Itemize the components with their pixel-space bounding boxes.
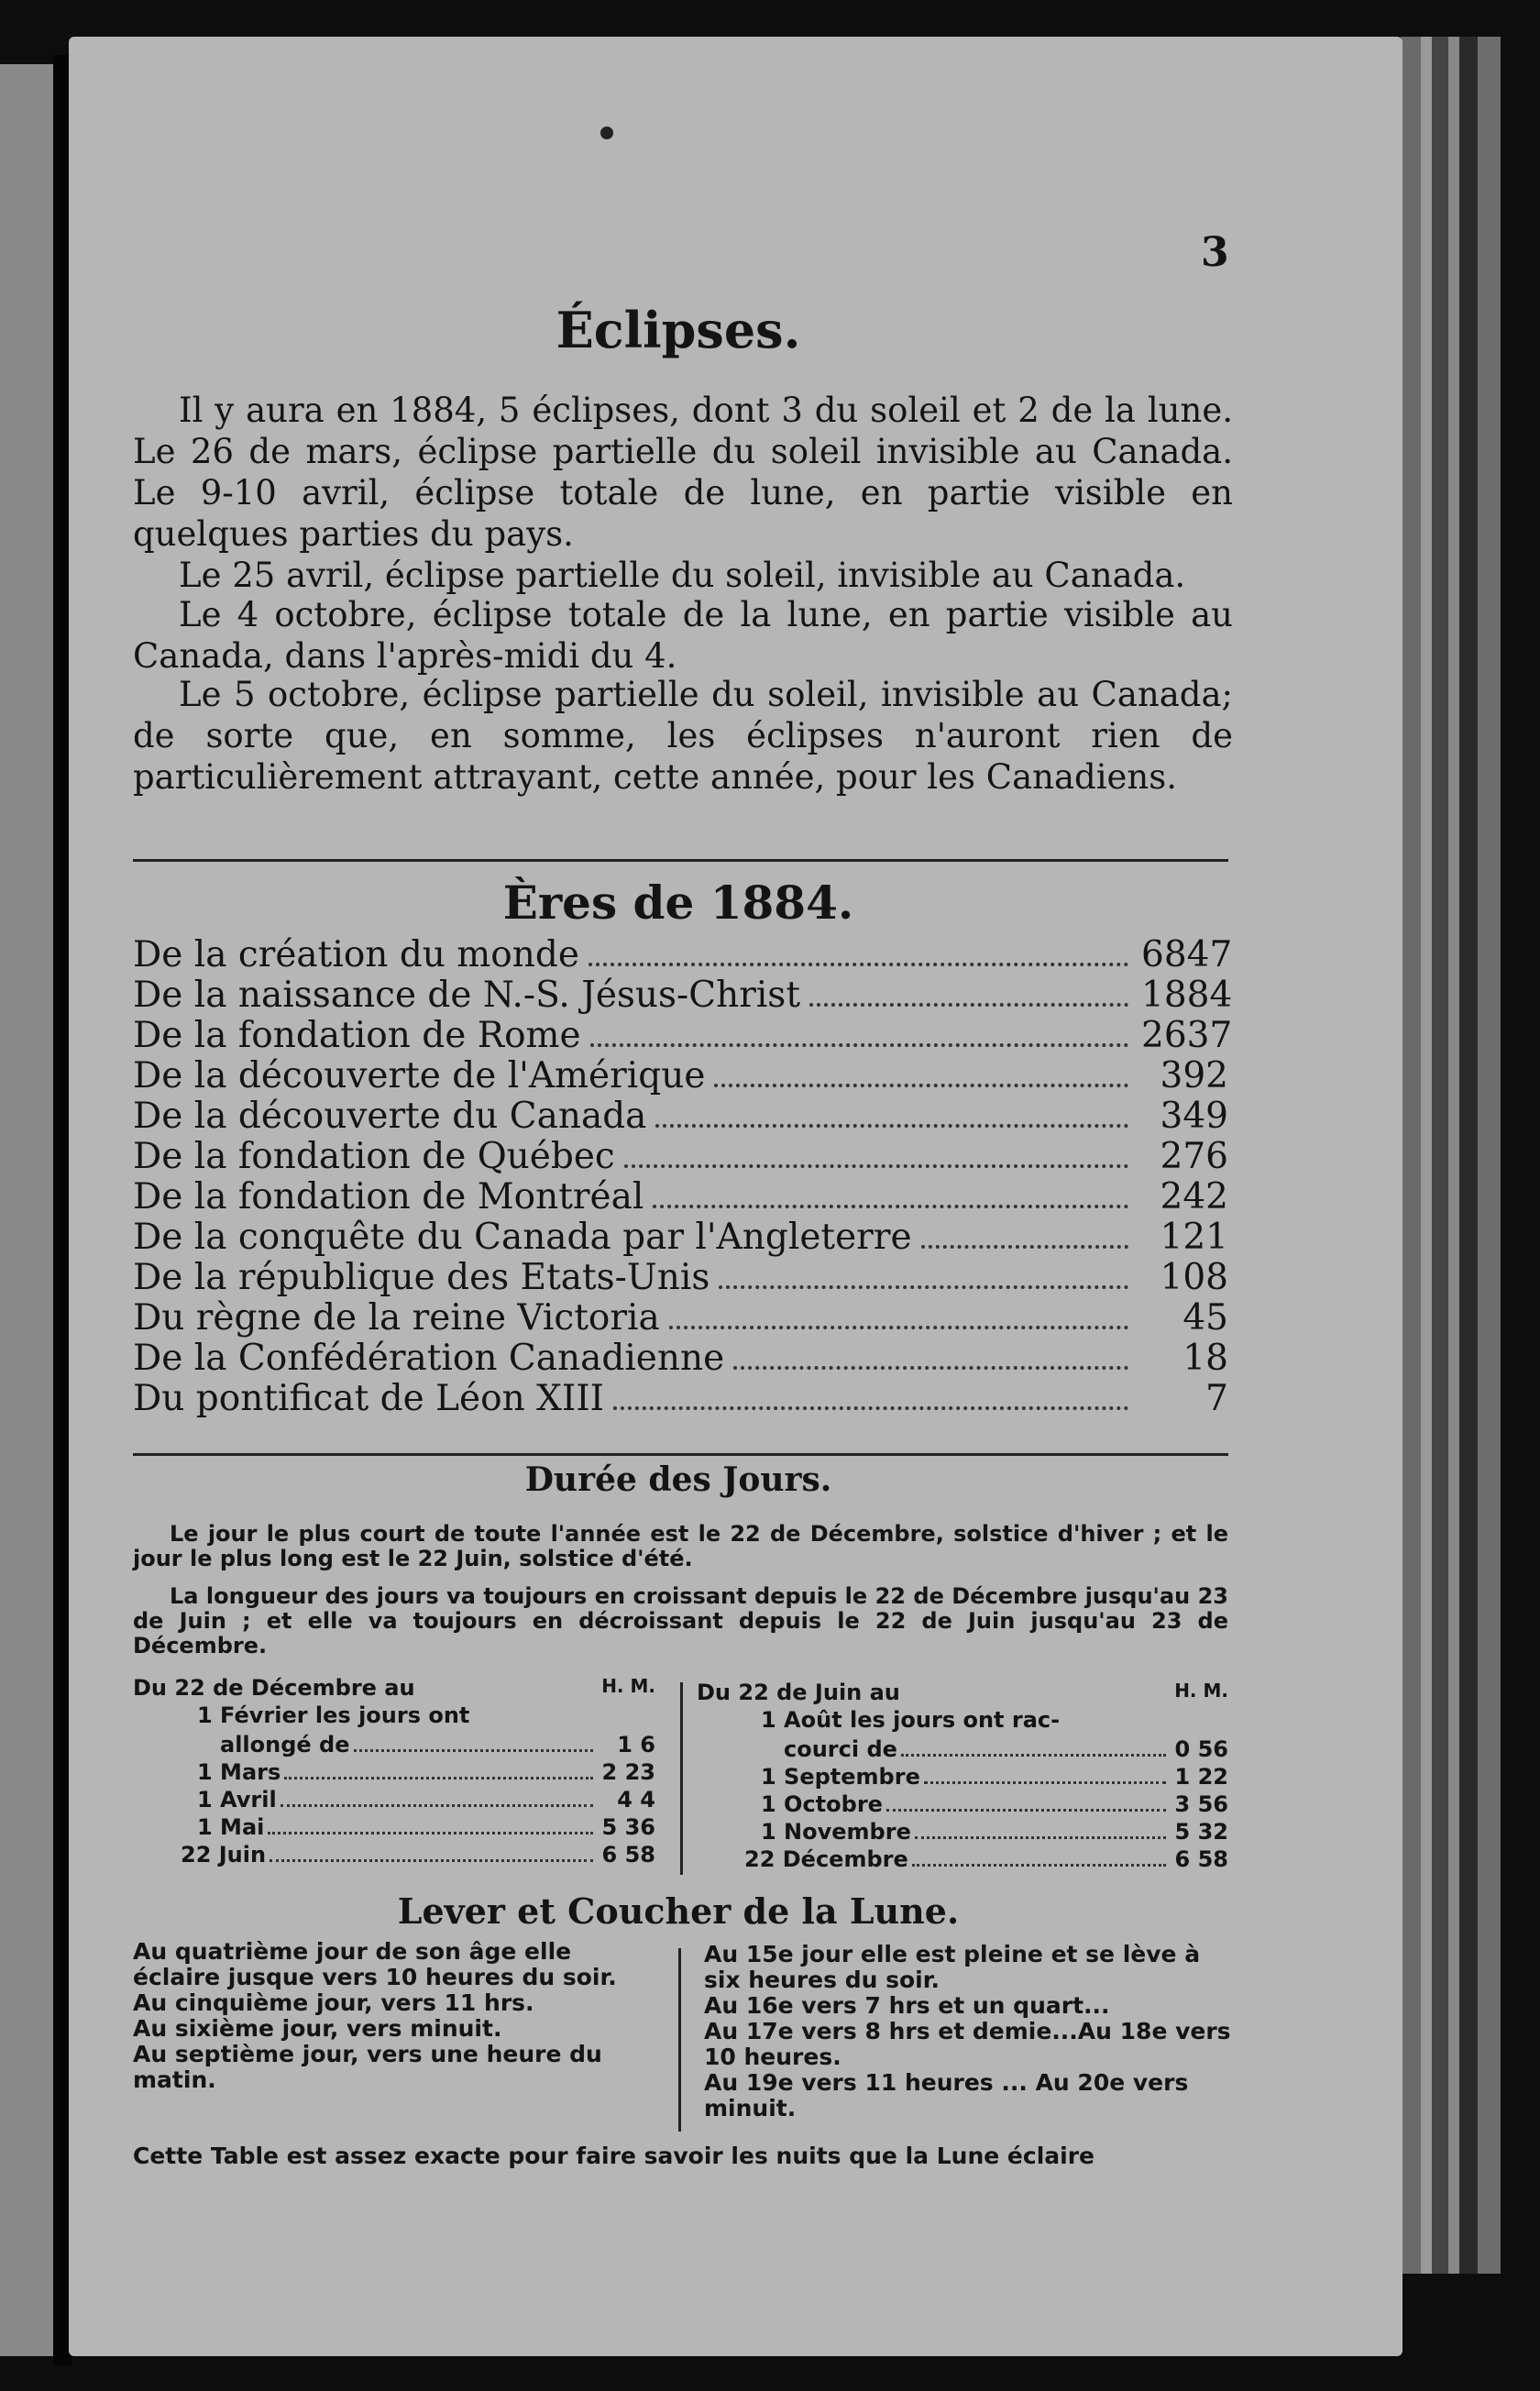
era-label: De la découverte de l'Amérique xyxy=(133,1055,706,1096)
row-label: allongé de xyxy=(220,1732,350,1757)
dot-leader xyxy=(280,1804,593,1807)
table-row xyxy=(133,1785,655,1813)
table-row xyxy=(697,1735,1228,1762)
duree-table-right xyxy=(697,1680,1228,1872)
column-divider xyxy=(678,1948,681,2132)
row-value: 1 6 xyxy=(617,1732,655,1757)
era-label: De la Confédération Canadienne xyxy=(133,1338,725,1379)
row-label: courci de xyxy=(784,1736,897,1762)
table-row xyxy=(697,1845,1228,1872)
row-value: 2 23 xyxy=(601,1759,655,1785)
row-label: 1 Mai xyxy=(197,1814,265,1840)
page-stack-edge xyxy=(1432,37,1448,2274)
table-header-label: Du 22 de Juin au xyxy=(697,1680,900,1705)
hm-header: H. M. xyxy=(601,1675,655,1697)
dot-leader xyxy=(284,1777,593,1779)
row-value: 5 36 xyxy=(601,1814,655,1840)
dot-leader xyxy=(912,1864,1166,1867)
table-row-text: 1 Août les jours ont rac- xyxy=(761,1707,1061,1733)
lune-right-column xyxy=(704,1942,1231,2121)
era-row xyxy=(133,1056,1228,1096)
dot-leader xyxy=(886,1809,1166,1812)
table-row xyxy=(697,1790,1228,1817)
duree-table-left xyxy=(133,1675,655,1868)
page-stack-edge xyxy=(1401,37,1421,2274)
eclipses-paragraph-3: Le 4 octobre, éclipse totale de la lune, en partie visible au Canada, dans l'après-midi du 4. xyxy=(133,595,1233,676)
row-value: 6 58 xyxy=(601,1842,655,1868)
eclipses-title: Éclipses. xyxy=(556,301,801,359)
era-label: De la création du monde xyxy=(133,934,579,975)
era-label: De la république des Etats-Unis xyxy=(133,1257,710,1298)
printer-mark xyxy=(600,127,613,139)
era-value: 6847 xyxy=(1141,934,1233,975)
era-row xyxy=(133,1015,1233,1056)
era-value: 1884 xyxy=(1141,975,1233,1016)
row-value: 5 32 xyxy=(1174,1819,1228,1845)
page-stack-edge xyxy=(1421,37,1432,2274)
table-header xyxy=(133,1675,655,1702)
row-label: 1 Novembre xyxy=(761,1819,911,1845)
era-value: 276 xyxy=(1160,1136,1228,1177)
era-row xyxy=(133,1177,1228,1218)
lune-entry: Au 16e vers 7 hrs et un quart... xyxy=(704,1992,1110,2019)
duree-paragraph-2: La longueur des jours va toujours en croissant depuis le 22 de Décembre jusqu'au 23 de Juin ; et elle va toujours en décroissant depuis le 22 de Juin jusqu'au 23 de Décembre. xyxy=(133,1583,1228,1658)
page-stack-edge xyxy=(1448,37,1459,2274)
section-divider xyxy=(133,1453,1228,1456)
dot-leader xyxy=(268,1832,593,1835)
duree-title: Durée des Jours. xyxy=(524,1460,832,1499)
section-divider xyxy=(133,859,1228,862)
table-header-label: Du 22 de Décembre au xyxy=(133,1675,415,1701)
era-label: De la naissance de N.-S. Jésus-Christ xyxy=(133,975,800,1016)
page-stack-edge xyxy=(1459,37,1478,2274)
era-row xyxy=(133,1339,1228,1379)
era-label: De la fondation de Québec xyxy=(133,1136,615,1177)
era-value: 2637 xyxy=(1141,1015,1233,1056)
row-label: 22 Décembre xyxy=(744,1846,908,1872)
page-number: 3 xyxy=(1201,229,1229,276)
table-row xyxy=(133,1757,655,1785)
dot-leader xyxy=(901,1754,1166,1757)
dot-leader xyxy=(733,1366,1128,1370)
era-label: De la découverte du Canada xyxy=(133,1096,647,1137)
row-label: 1 Mars xyxy=(197,1759,281,1785)
era-row xyxy=(133,975,1233,1016)
era-row xyxy=(133,1298,1228,1339)
eclipses-paragraph-2: Le 25 avril, éclipse partielle du soleil, invisible au Canada. xyxy=(179,556,1186,595)
row-value: 4 4 xyxy=(617,1787,655,1813)
lune-left-column xyxy=(133,1939,660,2093)
dot-leader xyxy=(924,1781,1166,1784)
dot-leader xyxy=(669,1326,1128,1329)
lune-entry: Au 19e vers 11 heures ... Au 20e vers minuit. xyxy=(704,2069,1189,2121)
era-value: 121 xyxy=(1160,1217,1228,1258)
lune-entry: Au cinquième jour, vers 11 hrs. xyxy=(133,1989,534,2016)
lune-entry: Au 15e jour elle est pleine et se lève à six heures du soir. xyxy=(704,1941,1201,1993)
eclipses-paragraph-4: Le 5 octobre, éclipse partielle du soleil, invisible au Canada; de sorte que, en somme, les éclipses n'auront rien de particulièrement attrayant, cette année, pour les Canadiens. xyxy=(133,675,1233,797)
dot-leader xyxy=(613,1406,1128,1410)
era-label: Du règne de la reine Victoria xyxy=(133,1297,660,1339)
era-row xyxy=(133,1137,1228,1177)
row-label: 1 Octobre xyxy=(761,1791,883,1817)
duree-paragraph-1: Le jour le plus court de toute l'année est le 22 de Décembre, solstice d'hiver ; et le jour le plus long est le 22 Juin, solstice d'été. xyxy=(133,1521,1228,1571)
lune-entry: Au sixième jour, vers minuit. xyxy=(133,2015,502,2042)
lune-footer-note: Cette Table est assez exacte pour faire savoir les nuits que la Lune éclaire xyxy=(133,2143,1094,2169)
row-value: 0 56 xyxy=(1174,1736,1228,1762)
hm-header: H. M. xyxy=(1174,1680,1228,1702)
dot-leader xyxy=(719,1285,1128,1289)
lune-entry: Au quatrième jour de son âge elle éclaire jusque vers 10 heures du soir. xyxy=(133,1938,617,1990)
row-label: 1 Septembre xyxy=(761,1764,920,1790)
table-header xyxy=(697,1680,1228,1707)
table-row-text: 1 Février les jours ont xyxy=(197,1702,470,1728)
era-label: De la conquête du Canada par l'Angleterre xyxy=(133,1217,912,1258)
era-value: 18 xyxy=(1182,1338,1228,1379)
era-value: 7 xyxy=(1205,1378,1228,1419)
table-row xyxy=(697,1817,1228,1845)
lune-entry: Au 17e vers 8 hrs et demie...Au 18e vers 10 heures. xyxy=(704,2018,1231,2070)
table-row xyxy=(133,1730,655,1757)
table-row xyxy=(133,1813,655,1840)
dot-leader xyxy=(588,963,1128,966)
eclipses-paragraph-1: Il y aura en 1884, 5 éclipses, dont 3 du soleil et 2 de la lune. Le 26 de mars, éclipse partielle du soleil invisible au Canada. Le 9-10 avril, éclipse totale de lune, en partie visible en quelques parties du pays. xyxy=(133,391,1233,554)
column-divider xyxy=(680,1682,683,1875)
era-value: 242 xyxy=(1160,1176,1228,1218)
era-row xyxy=(133,1096,1228,1137)
lune-entry: Au septième jour, vers une heure du matin. xyxy=(133,2041,602,2093)
era-row xyxy=(133,934,1233,975)
eres-title: Ères de 1884. xyxy=(502,876,854,930)
table-row xyxy=(697,1762,1228,1790)
era-row xyxy=(133,1218,1228,1258)
dot-leader xyxy=(270,1859,593,1862)
era-row xyxy=(133,1258,1228,1298)
row-value: 3 56 xyxy=(1174,1791,1228,1817)
era-label: Du pontificat de Léon XIII xyxy=(133,1378,605,1419)
adjacent-page-edge xyxy=(0,64,53,2356)
era-value: 349 xyxy=(1160,1096,1228,1137)
dot-leader xyxy=(624,1164,1128,1168)
row-value: 6 58 xyxy=(1174,1846,1228,1872)
dot-leader xyxy=(921,1245,1128,1249)
era-value: 45 xyxy=(1182,1297,1228,1339)
era-value: 108 xyxy=(1160,1257,1228,1298)
era-label: De la fondation de Montréal xyxy=(133,1176,644,1218)
era-row xyxy=(133,1379,1228,1419)
row-label: 1 Avril xyxy=(197,1787,277,1813)
table-row xyxy=(133,1840,655,1868)
dot-leader xyxy=(653,1205,1128,1208)
dot-leader xyxy=(354,1749,594,1752)
dot-leader xyxy=(714,1084,1128,1087)
row-label: 22 Juin xyxy=(181,1842,267,1868)
era-label: De la fondation de Rome xyxy=(133,1015,581,1056)
dot-leader xyxy=(655,1124,1128,1128)
dot-leader xyxy=(809,1003,1128,1007)
eres-table xyxy=(133,934,1233,1419)
dot-leader xyxy=(915,1836,1166,1839)
era-value: 392 xyxy=(1160,1055,1228,1096)
lune-title: Lever et Coucher de la Lune. xyxy=(397,1890,960,1932)
row-value: 1 22 xyxy=(1174,1764,1228,1790)
page-stack-edge xyxy=(1478,37,1501,2274)
dot-leader xyxy=(590,1043,1128,1047)
